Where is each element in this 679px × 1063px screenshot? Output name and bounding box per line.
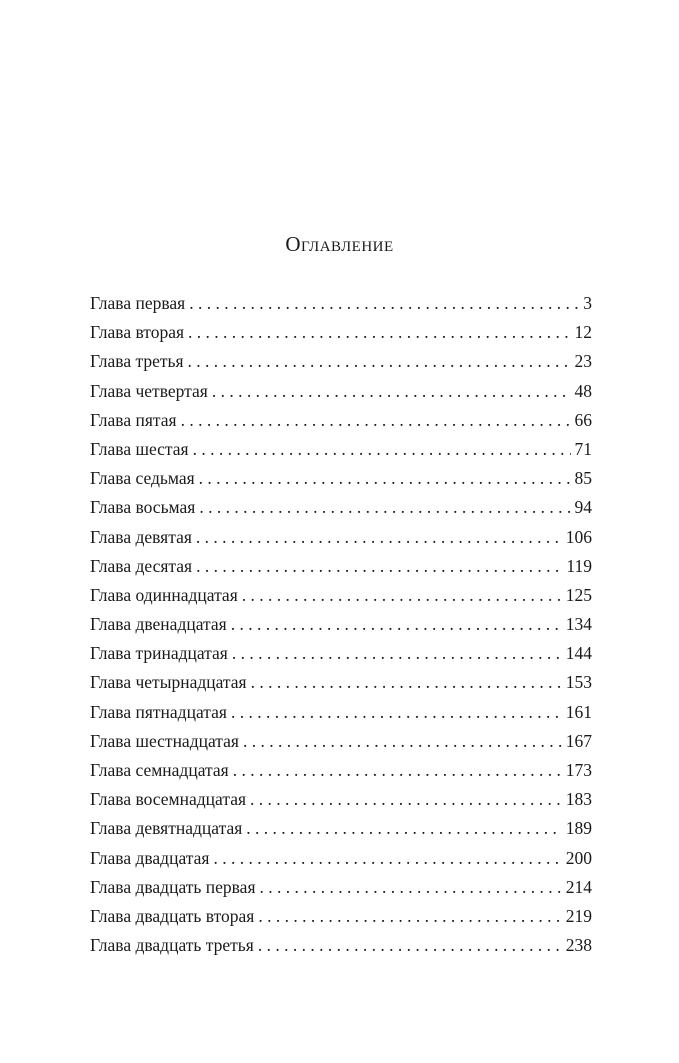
toc-dot-leader [188, 347, 571, 376]
toc-entry[interactable] [90, 493, 592, 522]
toc-dot-leader [193, 435, 571, 464]
toc-entry[interactable] [90, 727, 592, 756]
toc-entry-label: Глава шестая [90, 438, 189, 459]
toc-entry-page-number: 66 [574, 409, 592, 430]
toc-list [90, 289, 592, 960]
toc-entry-label: Глава двадцатая [90, 847, 210, 868]
toc-dot-leader [199, 464, 571, 493]
toc-dot-leader [232, 639, 562, 668]
toc-entry[interactable] [90, 814, 592, 843]
toc-dot-leader [196, 552, 562, 581]
toc-entry-page-number: 125 [565, 584, 592, 605]
toc-entry[interactable] [90, 318, 592, 347]
toc-entry-label: Глава третья [90, 351, 184, 372]
toc-entry[interactable] [90, 406, 592, 435]
toc-entry-label: Глава девятая [90, 526, 192, 547]
toc-entry-page-number: 3 [583, 293, 592, 313]
toc-entry[interactable] [90, 931, 592, 960]
toc-entry-label: Глава пятая [90, 409, 177, 430]
toc-entry-page-number: 161 [565, 701, 592, 722]
toc-entry[interactable] [90, 698, 592, 727]
toc-entry[interactable] [90, 610, 592, 639]
toc-entry[interactable] [90, 464, 592, 493]
toc-entry-page-number: 85 [574, 468, 592, 489]
toc-dot-leader [233, 756, 562, 785]
toc-dot-leader [243, 727, 562, 756]
toc-entry-page-number: 71 [574, 438, 592, 459]
toc-dot-leader [196, 523, 562, 552]
toc-entry[interactable] [90, 844, 592, 873]
toc-entry-label: Глава одиннадцатая [90, 584, 238, 605]
toc-dot-leader [246, 814, 561, 843]
toc-entry[interactable] [90, 902, 592, 931]
toc-entry-label: Глава тринадцатая [90, 643, 228, 664]
toc-dot-leader [231, 610, 562, 639]
toc-entry-label: Глава пятнадцатая [90, 701, 227, 722]
toc-entry-page-number: 106 [565, 526, 592, 547]
toc-entry-label: Глава первая [90, 293, 186, 313]
toc-dot-leader [258, 902, 561, 931]
toc-dot-leader [260, 873, 562, 902]
toc-entry[interactable] [90, 668, 592, 697]
toc-entry-label: Глава двадцать третья [90, 935, 254, 956]
toc-entry-label: Глава двенадцатая [90, 614, 227, 635]
toc-entry-label: Глава вторая [90, 322, 185, 343]
toc-dot-leader [251, 668, 562, 697]
toc-dot-leader [242, 581, 562, 610]
toc-entry-page-number: 94 [574, 497, 592, 518]
toc-entry-label: Глава девятнадцатая [90, 818, 243, 839]
toc-entry-label: Глава двадцать первая [90, 876, 256, 897]
toc-dot-leader [181, 406, 571, 435]
toc-entry[interactable] [90, 347, 592, 376]
toc-entry-page-number: 183 [565, 789, 592, 810]
toc-entry-page-number: 167 [565, 730, 592, 751]
toc-entry-page-number: 134 [565, 614, 592, 635]
toc-entry[interactable] [90, 552, 592, 581]
toc-entry-label: Глава семнадцатая [90, 760, 229, 780]
toc-dot-leader [188, 318, 570, 347]
toc-entry[interactable] [90, 435, 592, 464]
toc-entry-label: Глава четвертая [90, 380, 208, 401]
toc-entry-page-number: 214 [565, 876, 592, 897]
toc-entry[interactable] [90, 873, 592, 902]
toc-entry-page-number: 23 [574, 351, 592, 372]
toc-title: Оглавление [285, 232, 394, 256]
toc-entry-label: Глава десятая [90, 555, 193, 576]
toc-entry[interactable] [90, 581, 592, 610]
toc-dot-leader [212, 377, 571, 406]
toc-entry[interactable] [90, 785, 592, 814]
toc-entry[interactable] [90, 523, 592, 552]
toc-entry-label: Глава восьмая [90, 497, 196, 518]
toc-entry-label: Глава четырнадцатая [90, 672, 247, 693]
toc-entry-label: Глава седьмая [90, 468, 195, 489]
toc-entry-label: Глава шестнадцатая [90, 730, 239, 751]
toc-dot-leader [213, 844, 561, 873]
toc-entry-label: Глава восемнадцатая [90, 789, 247, 810]
toc-dot-leader [189, 289, 579, 318]
toc-entry-page-number: 12 [574, 322, 592, 343]
toc-dot-leader [231, 698, 562, 727]
toc-dot-leader [258, 931, 562, 960]
toc-entry[interactable] [90, 377, 592, 406]
toc-entry-page-number: 173 [565, 760, 592, 780]
toc-entry-page-number: 153 [565, 672, 592, 693]
toc-entry[interactable] [90, 289, 592, 318]
toc-dot-leader [250, 785, 562, 814]
toc-entry-page-number: 219 [565, 905, 592, 926]
toc-entry-page-number: 119 [566, 555, 592, 576]
toc-entry[interactable] [90, 639, 592, 668]
toc-dot-leader [199, 493, 570, 522]
toc-entry-label: Глава двадцать вторая [90, 905, 255, 926]
toc-entry-page-number: 200 [565, 847, 592, 868]
toc-entry-page-number: 189 [565, 818, 592, 839]
toc-entry-page-number: 238 [565, 935, 592, 956]
toc-entry-page-number: 144 [565, 643, 592, 664]
toc-entry-page-number: 48 [574, 380, 592, 401]
toc-entry[interactable] [90, 756, 592, 785]
